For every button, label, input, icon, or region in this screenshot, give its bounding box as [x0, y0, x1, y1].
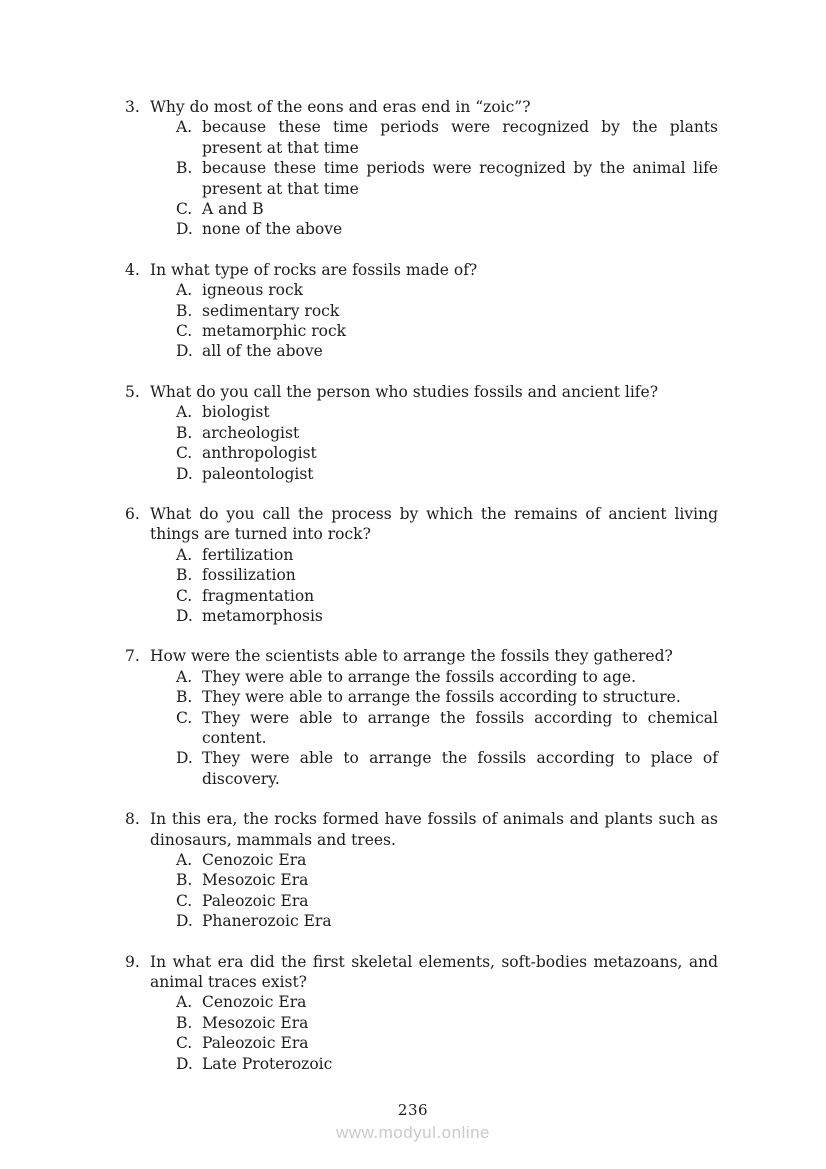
option-text: metamorphosis	[202, 606, 323, 625]
question-stem	[125, 382, 718, 402]
option-row	[176, 708, 718, 749]
option-text: A and B	[202, 200, 264, 219]
question-number: 3.	[125, 98, 140, 116]
option-letter: D.	[176, 1054, 193, 1073]
option-letter: C.	[176, 586, 193, 605]
option-text: Phanerozoic Era	[202, 912, 332, 931]
option-letter: D.	[176, 749, 193, 768]
question-number: 5.	[125, 382, 140, 401]
option-row	[176, 545, 718, 565]
option-text: because these time periods were recognized by the plants present at that time	[202, 118, 718, 157]
page-footer	[0, 1100, 826, 1144]
option-row	[176, 850, 718, 870]
option-text: archeologist	[202, 423, 300, 442]
option-row	[176, 158, 718, 199]
option-text: They were able to arrange the fossils according to structure.	[202, 688, 681, 707]
option-letter: B.	[176, 688, 193, 707]
option-row	[176, 891, 718, 911]
question-stem	[125, 260, 718, 280]
option-row	[176, 748, 718, 789]
option-row	[176, 992, 718, 1012]
option-row	[176, 586, 718, 606]
question-text: In what era did the first skeletal elements, soft-bodies metazoans, and animal traces exist?	[150, 952, 718, 992]
option-row	[176, 280, 718, 300]
option-text: igneous rock	[202, 281, 304, 300]
option-letter: B.	[176, 423, 193, 442]
question-stem	[125, 97, 718, 117]
option-letter: D.	[176, 464, 193, 483]
option-text: biologist	[202, 403, 270, 422]
option-letter: A.	[176, 545, 193, 564]
option-text: Late Proterozoic	[202, 1054, 333, 1073]
option-text: paleontologist	[202, 464, 314, 483]
question-stem	[125, 952, 718, 993]
option-row	[176, 443, 718, 463]
option-letter: B.	[176, 566, 193, 585]
option-letter: C.	[176, 200, 193, 219]
option-letter: B.	[176, 871, 193, 890]
option-letter: D.	[176, 912, 193, 931]
option-text: metamorphic rock	[202, 322, 347, 341]
option-text: sedimentary rock	[202, 301, 340, 320]
option-row	[176, 341, 718, 361]
option-row	[176, 606, 718, 626]
option-letter: A.	[176, 403, 193, 422]
question-text: What do you call the person who studies fossils and ancient life?	[150, 382, 659, 401]
option-letter: A.	[176, 851, 193, 869]
option-letter: D.	[176, 220, 193, 239]
option-row	[176, 667, 718, 687]
question-number: 8.	[125, 810, 140, 829]
question-number: 4.	[125, 260, 140, 279]
option-row	[176, 870, 718, 890]
question-text: In what type of rocks are fossils made of?	[150, 260, 478, 279]
option-row	[176, 117, 718, 158]
option-letter: C.	[176, 322, 193, 341]
option-text: Paleozoic Era	[202, 1034, 309, 1053]
option-row	[176, 1013, 718, 1033]
option-text: Mesozoic Era	[202, 1013, 309, 1032]
question-item	[125, 952, 718, 1074]
option-letter: C.	[176, 1034, 193, 1053]
option-text: none of the above	[202, 220, 343, 239]
option-letter: B.	[176, 159, 193, 178]
option-letter: A.	[176, 667, 193, 686]
question-item	[125, 504, 718, 626]
option-letter: A.	[176, 118, 193, 137]
question-stem	[125, 809, 718, 850]
option-row	[176, 321, 718, 341]
question-item	[125, 646, 718, 789]
question-text: What do you call the process by which the remains of ancient living things are turned into rock?	[150, 504, 718, 544]
question-item	[125, 260, 718, 362]
option-row	[176, 687, 718, 707]
option-text: Cenozoic Era	[202, 993, 307, 1012]
option-text: all of the above	[202, 342, 323, 361]
option-text: Mesozoic Era	[202, 871, 309, 890]
option-row	[176, 1054, 718, 1074]
question-text: Why do most of the eons and eras end in “zoic”?	[150, 98, 531, 116]
option-letter: C.	[176, 891, 193, 910]
options-list	[176, 402, 718, 484]
watermark-text: www.modyul.online	[335, 1123, 490, 1143]
question-text: In this era, the rocks formed have fossils of animals and plants such as dinosaurs, mammals and trees.	[150, 810, 718, 849]
question-stem	[125, 504, 718, 545]
option-letter: B.	[176, 1013, 193, 1032]
options-list	[176, 992, 718, 1074]
option-row	[176, 1033, 718, 1053]
option-text: fossilization	[202, 566, 296, 585]
options-list	[176, 117, 718, 239]
option-letter: A.	[176, 993, 193, 1012]
option-text: anthropologist	[202, 444, 317, 463]
options-list	[176, 850, 718, 932]
option-text: fertilization	[202, 545, 294, 564]
option-letter: D.	[176, 342, 193, 361]
question-item	[125, 97, 718, 240]
option-text: Cenozoic Era	[202, 851, 307, 869]
option-text: because these time periods were recognized by the animal life present at that time	[202, 159, 718, 198]
option-row	[176, 402, 718, 422]
question-item	[125, 809, 718, 931]
option-row	[176, 464, 718, 484]
option-letter: C.	[176, 708, 193, 727]
option-text: They were able to arrange the fossils according to place of discovery.	[202, 749, 718, 788]
option-row	[176, 301, 718, 321]
question-number: 6.	[125, 504, 140, 523]
option-letter: D.	[176, 606, 193, 625]
option-text: They were able to arrange the fossils according to age.	[202, 667, 637, 686]
option-letter: C.	[176, 444, 193, 463]
question-text: How were the scientists able to arrange the fossils they gathered?	[150, 647, 673, 666]
option-letter: B.	[176, 301, 193, 320]
question-item	[125, 382, 718, 484]
option-row	[176, 199, 718, 219]
option-row	[176, 423, 718, 443]
question-number: 9.	[125, 952, 140, 971]
options-list	[176, 667, 718, 789]
option-row	[176, 219, 718, 239]
option-row	[176, 911, 718, 931]
question-number: 7.	[125, 647, 140, 666]
page-number: 236	[397, 1101, 429, 1119]
option-text: They were able to arrange the fossils according to chemical content.	[202, 708, 718, 747]
option-letter: A.	[176, 281, 193, 300]
option-text: fragmentation	[202, 586, 315, 605]
options-list	[176, 280, 718, 362]
option-row	[176, 565, 718, 585]
option-text: Paleozoic Era	[202, 891, 309, 910]
question-stem	[125, 646, 718, 666]
questions-list	[125, 97, 718, 1094]
options-list	[176, 545, 718, 627]
